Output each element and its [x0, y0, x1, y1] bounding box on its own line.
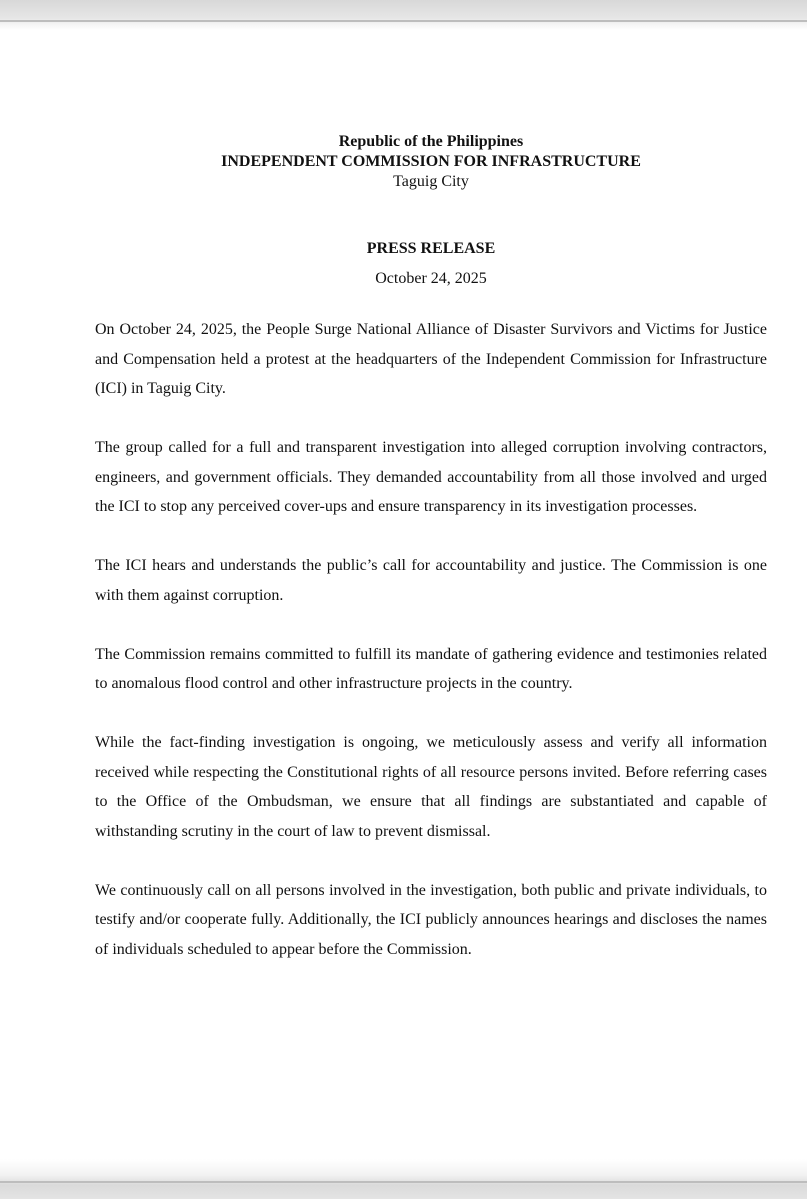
paragraph-5: While the fact-finding investigation is ongoing, we meticulously assess and verify all information received while respecting the Constitutional rights of all resource persons invited. Before referring cases to the Office of the Ombudsman, we ensure that all findings are substantiated and capable of withstanding scrutiny in the court of law to prevent dismissal.	[95, 734, 767, 840]
country-name: Republic of the Philippines	[338, 133, 524, 150]
paragraph-4: The Commission remains committed to fulfill its mandate of gathering evidence and testimonies related to anomalous flood control and other infrastructure projects in the country.	[95, 645, 767, 692]
page-top-edge	[0, 0, 807, 30]
paragraph-2: The group called for a full and transparent investigation into alleged corruption involving contractors, engineers, and government officials. They demanded accountability from all those involved and urged the ICI to stop any perceived cover-ups and ensure transparency in its investigation processes.	[95, 439, 767, 515]
paragraph-6: We continuously call on all persons involved in the investigation, both public and private individuals, to testify and/or cooperate fully. Additionally, the ICI publicly announces hearings and discloses the names of individuals scheduled to appear before the Commission.	[95, 881, 767, 958]
release-date: October 24, 2025	[375, 270, 487, 287]
city-name: Taguig City	[393, 173, 469, 190]
paragraph-3: The ICI hears and understands the public’s call for accountability and justice. The Commission is one with them against corruption.	[95, 557, 767, 604]
letterhead	[95, 132, 767, 192]
press-release-document	[95, 132, 767, 994]
release-heading	[95, 239, 767, 289]
page-bottom-edge	[0, 1159, 807, 1199]
release-title: PRESS RELEASE	[366, 240, 496, 257]
agency-name: INDEPENDENT COMMISSION FOR INFRASTRUCTURE	[221, 153, 641, 170]
paragraph-1: On October 24, 2025, the People Surge National Alliance of Disaster Survivors and Victims for Justice and Compensation held a protest at the headquarters of the Independent Commission for Infrastructure (ICI) in Taguig City.	[95, 321, 767, 397]
release-body	[95, 315, 767, 964]
